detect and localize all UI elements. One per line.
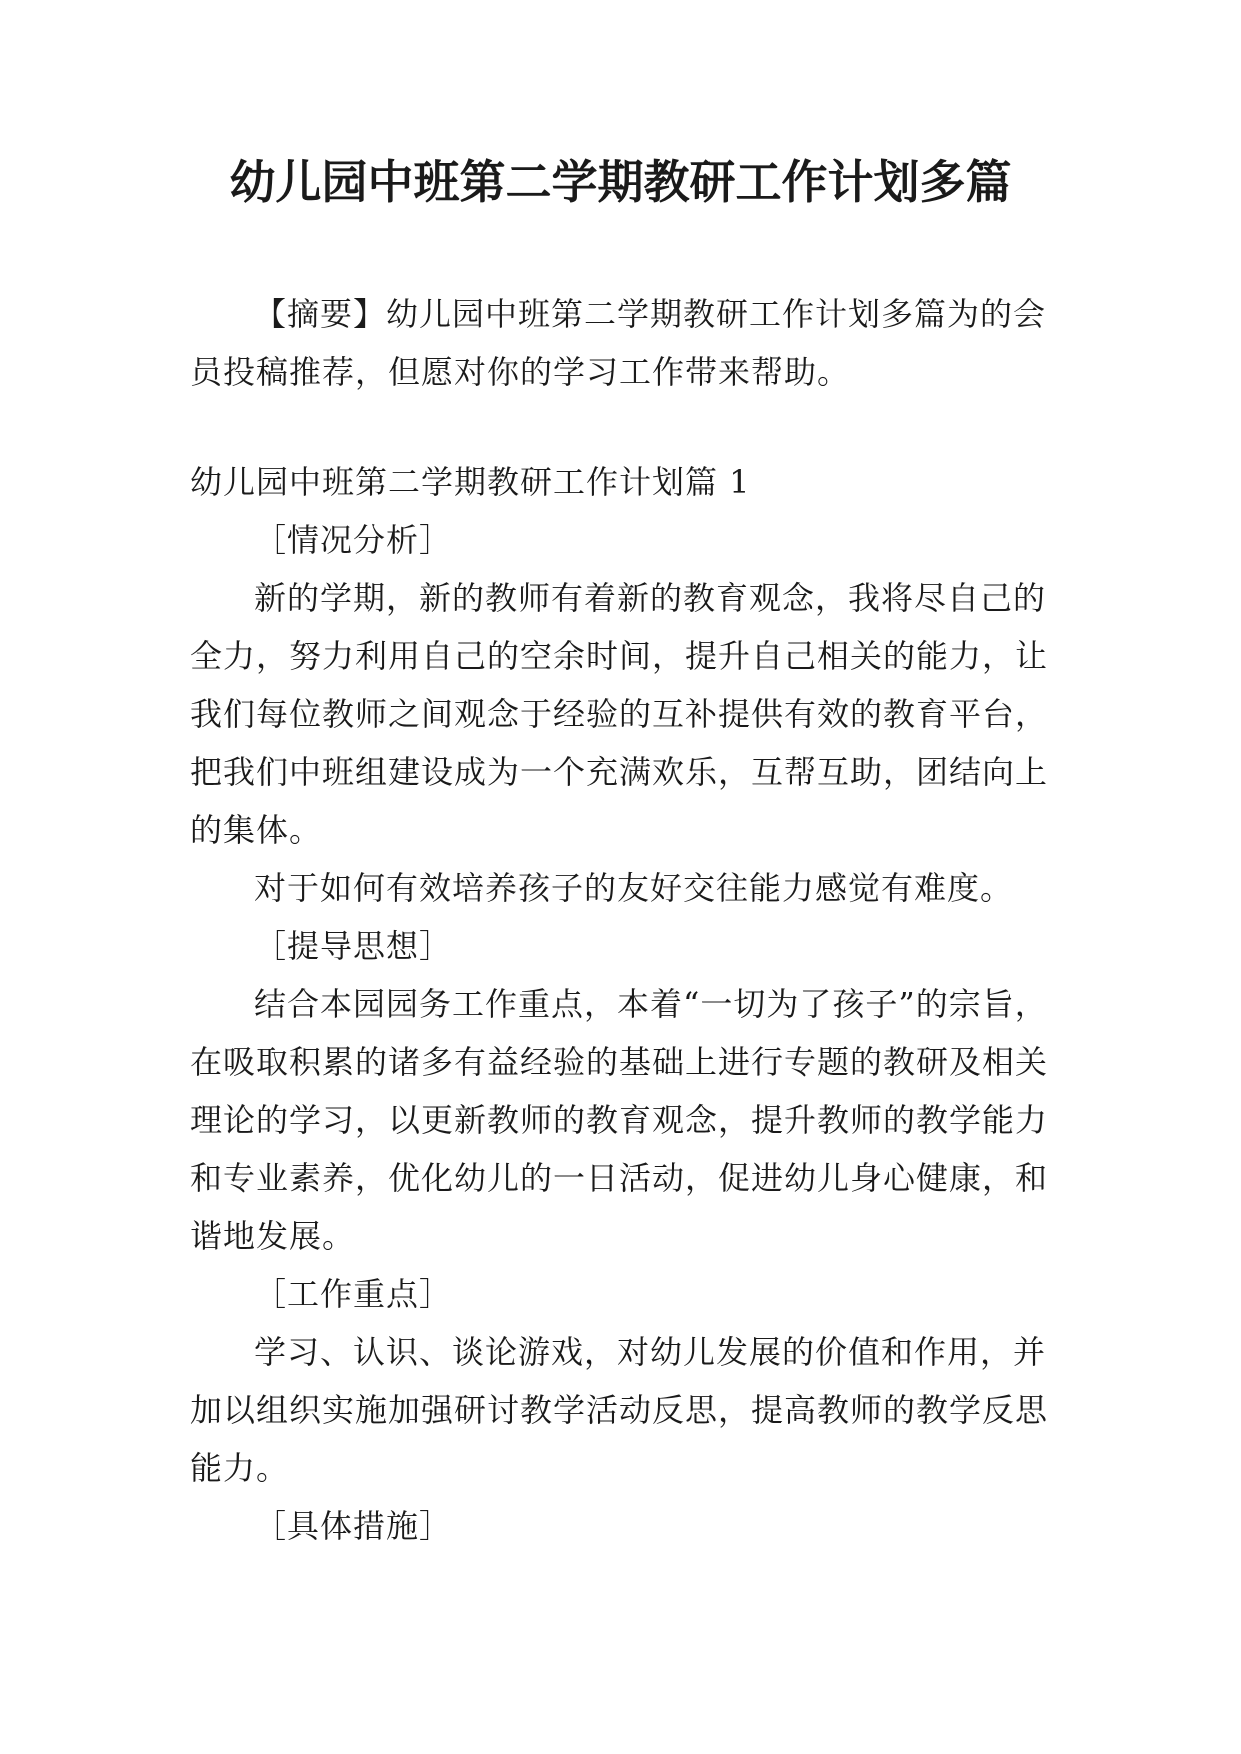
section-heading-measures: ［具体措施］ [254, 1507, 453, 1545]
document-body [190, 285, 1060, 1555]
section-heading-work-focus: ［工作重点］ [254, 1275, 453, 1313]
document-title: 幼儿园中班第二学期教研工作计划多篇 [229, 155, 1012, 209]
paragraph-work-focus-1: 学习、认识、谈论游戏，对幼儿发展的价值和作用，并加以组织实施加强研讨教学活动反思，提高教师的教学反思能力。 [190, 1333, 1049, 1487]
section-heading-situation: ［情况分析］ [254, 521, 453, 559]
section-title: 幼儿园中班第二学期教研工作计划篇 1 [190, 463, 751, 501]
abstract-paragraph: 【摘要】幼儿园中班第二学期教研工作计划多篇为的会员投稿推荐，但愿对你的学习工作带来帮助。 [190, 295, 1047, 391]
paragraph-situation-1: 新的学期，新的教师有着新的教育观念，我将尽自己的全力，努力利用自己的空余时间，提升自己相关的能力，让我们每位教师之间观念于经验的互补提供有效的教育平台，把我们中班组建设成为一个充满欢乐，互帮互助，团结向上的集体。 [190, 579, 1049, 849]
paragraph-situation-2: 对于如何有效培养孩子的友好交往能力感觉有难度。 [254, 869, 1014, 907]
section-heading-guiding-idea: ［提导思想］ [254, 927, 453, 965]
paragraph-guiding-idea-1: 结合本园园务工作重点，本着“一切为了孩子”的宗旨，在吸取积累的诸多有益经验的基础上进行专题的教研及相关理论的学习，以更新教师的教育观念，提升教师的教学能力和专业素养，优化幼儿的一日活动，促进幼儿身心健康，和谐地发展。 [190, 985, 1049, 1255]
